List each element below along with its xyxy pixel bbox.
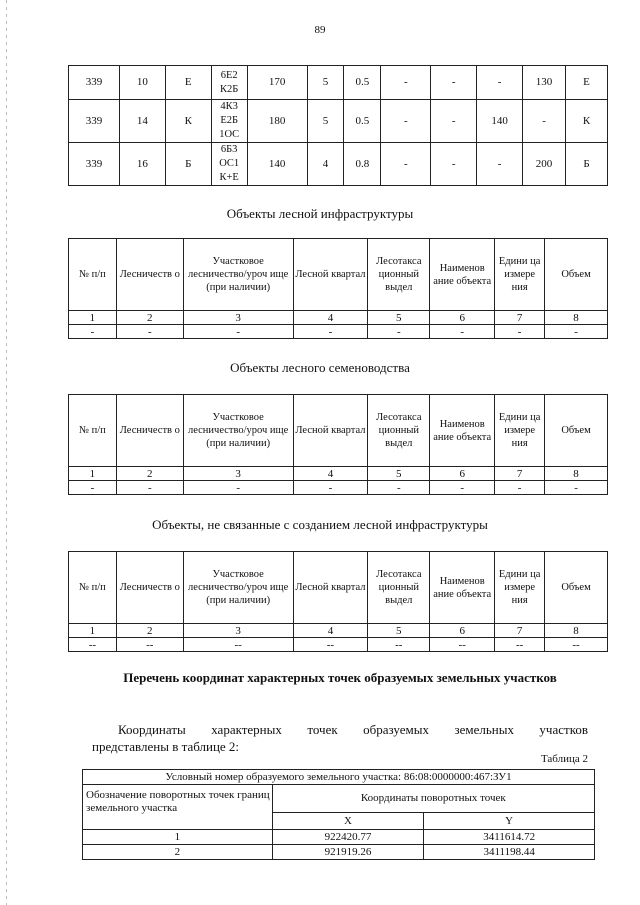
table-cell: 10 <box>119 66 165 100</box>
table-cell: - <box>477 66 523 100</box>
table-cell: 14 <box>119 100 165 143</box>
table-cell: 4 <box>293 311 368 325</box>
table-cell: 180 <box>247 100 307 143</box>
column-header: Едини ца измере ния <box>495 552 545 624</box>
table-cell: 1 <box>69 467 117 481</box>
column-header: Лесотакса ционный выдел <box>368 395 430 467</box>
table-cell: - <box>183 481 293 495</box>
table-cell: 5 <box>307 66 344 100</box>
table-cell: 16 <box>119 143 165 186</box>
table-cell: 0.5 <box>344 66 381 100</box>
table-cell: - <box>381 143 431 186</box>
header-row <box>69 239 608 311</box>
table-cell: 2 <box>116 311 183 325</box>
table-cell: - <box>368 325 430 339</box>
table-row <box>83 830 595 845</box>
column-header: Объем <box>545 239 608 311</box>
table-cell: - <box>495 481 545 495</box>
table-row <box>69 143 608 186</box>
column-header: Едини ца измере ния <box>495 239 545 311</box>
seed-production-table <box>68 394 608 495</box>
header-row <box>69 395 608 467</box>
point-id: 1 <box>83 830 273 845</box>
table-cell: 2 <box>116 624 183 638</box>
table-cell: 6 <box>430 467 495 481</box>
table-cell: - <box>381 66 431 100</box>
table-row <box>69 638 608 652</box>
point-x: 922420.77 <box>272 830 424 845</box>
table-cell: -- <box>368 638 430 652</box>
column-header: № п/п <box>69 239 117 311</box>
table-cell: 5 <box>368 311 430 325</box>
table-cell: -- <box>430 638 495 652</box>
point-id: 2 <box>83 845 273 860</box>
table-cell: 1 <box>69 624 117 638</box>
table-cell: Б <box>566 143 608 186</box>
table-cell: Е <box>566 66 608 100</box>
paragraph-line-1: Координаты характерных точек образуемых земельных участков <box>118 722 588 737</box>
table-cell: 5 <box>368 624 430 638</box>
table-cell: - <box>116 481 183 495</box>
table-cell: - <box>431 66 477 100</box>
coordinates-paragraph <box>92 721 588 755</box>
table-cell: 2 <box>116 467 183 481</box>
column-header: Лесничеств о <box>116 395 183 467</box>
column-header: Участковое лесничество/уроч ище (при наличии) <box>183 239 293 311</box>
table-cell: - <box>183 325 293 339</box>
table-cell: 6 <box>430 624 495 638</box>
column-header: Лесничеств о <box>116 239 183 311</box>
table-cell: 140 <box>477 100 523 143</box>
table-cell: 3 <box>183 624 293 638</box>
table-cell: 4 <box>307 143 344 186</box>
column-header: Наименов ание объекта <box>430 395 495 467</box>
table-row <box>69 481 608 495</box>
table-cell: - <box>69 481 117 495</box>
table-cell: 1 <box>69 311 117 325</box>
table-cell: - <box>293 481 368 495</box>
table-2-label: Таблица 2 <box>540 753 588 765</box>
table-cell: - <box>545 481 608 495</box>
table-cell: - <box>381 100 431 143</box>
table-cell: -- <box>183 638 293 652</box>
table-cell: 0.5 <box>344 100 381 143</box>
column-header: Объем <box>545 395 608 467</box>
column-header: Лесной квартал <box>293 552 368 624</box>
column-header: Лесотакса ционный выдел <box>368 552 430 624</box>
x-header: X <box>272 813 424 830</box>
number-row <box>69 624 608 638</box>
table-cell: 7 <box>495 467 545 481</box>
column-header: Объем <box>545 552 608 624</box>
table-row <box>69 325 608 339</box>
table-cell: -- <box>495 638 545 652</box>
y-header: Y <box>424 813 595 830</box>
table-cell: 339 <box>69 66 120 100</box>
table-cell: 7 <box>495 311 545 325</box>
point-x: 921919.26 <box>272 845 424 860</box>
coordinates-header: Координаты поворотных точек <box>272 785 594 813</box>
table-cell: 0.8 <box>344 143 381 186</box>
table-cell: Б <box>165 143 211 186</box>
table-cell: 8 <box>545 624 608 638</box>
table-cell: К <box>566 100 608 143</box>
table-cell: 170 <box>247 66 307 100</box>
cadastral-number-header: Условный номер образуемого земельного участка: 86:08:0000000:467:ЗУ1 <box>83 770 595 785</box>
table-cell: 339 <box>69 143 120 186</box>
column-header: Лесотакса ционный выдел <box>368 239 430 311</box>
non-infrastructure-table <box>68 551 608 652</box>
table-cell: - <box>293 325 368 339</box>
table-cell: 7 <box>495 624 545 638</box>
table-cell: - <box>368 481 430 495</box>
table-cell: 339 <box>69 100 120 143</box>
table-cell: - <box>545 325 608 339</box>
column-header: Лесничеств о <box>116 552 183 624</box>
header-row <box>69 552 608 624</box>
table-cell: - <box>477 143 523 186</box>
coordinates-section-title: Перечень координат характерных точек образуемых земельных участков <box>123 670 557 685</box>
table-cell: - <box>430 481 495 495</box>
table-cell: 3 <box>183 467 293 481</box>
table-cell: 3 <box>183 311 293 325</box>
page-number: 89 <box>314 24 326 36</box>
table-cell: -- <box>116 638 183 652</box>
coordinates-table <box>82 769 595 860</box>
table-cell: 4К3 Е2Б 1ОС <box>211 100 247 143</box>
table-cell: 130 <box>523 66 566 100</box>
table-cell: 6 <box>430 311 495 325</box>
point-y: 3411614.72 <box>424 830 595 845</box>
table-cell: 6Б3 ОС1 К+Е <box>211 143 247 186</box>
table-cell: Е <box>165 66 211 100</box>
table-cell: 4 <box>293 467 368 481</box>
column-header: Участковое лесничество/уроч ище (при наличии) <box>183 552 293 624</box>
table-cell: 8 <box>545 311 608 325</box>
paragraph-line-2: представлены в таблице 2: <box>92 739 240 754</box>
table-cell: 8 <box>545 467 608 481</box>
table-cell: 4 <box>293 624 368 638</box>
table-cell: 5 <box>307 100 344 143</box>
table-cell: -- <box>545 638 608 652</box>
table-cell: - <box>431 143 477 186</box>
section-title-seed-production: Объекты лесного семеноводства <box>230 360 410 375</box>
column-header: Участковое лесничество/уроч ище (при наличии) <box>183 395 293 467</box>
point-y: 3411198.44 <box>424 845 595 860</box>
column-header: № п/п <box>69 552 117 624</box>
turning-points-header: Обозначение поворотных точек границ земельного участка <box>83 785 273 830</box>
table-cell: - <box>431 100 477 143</box>
table-row <box>69 100 608 143</box>
section-title-non-infrastructure: Объекты, не связанные с созданием лесной инфраструктуры <box>152 517 488 532</box>
column-header: Лесной квартал <box>293 395 368 467</box>
table-row <box>69 66 608 100</box>
table-cell: -- <box>69 638 117 652</box>
table-cell: - <box>430 325 495 339</box>
table-cell: 6Е2 К2Б <box>211 66 247 100</box>
table-cell: 200 <box>523 143 566 186</box>
column-header: Наименов ание объекта <box>430 239 495 311</box>
column-header: Наименов ание объекта <box>430 552 495 624</box>
table-cell: -- <box>293 638 368 652</box>
column-header: Едини ца измере ния <box>495 395 545 467</box>
column-header: № п/п <box>69 395 117 467</box>
table-row <box>83 845 595 860</box>
section-title-forest-infrastructure: Объекты лесной инфраструктуры <box>226 206 414 221</box>
table-cell: - <box>69 325 117 339</box>
table-cell: К <box>165 100 211 143</box>
table-cell: - <box>495 325 545 339</box>
table-cell: 140 <box>247 143 307 186</box>
forest-infrastructure-table <box>68 238 608 339</box>
table-cell: - <box>523 100 566 143</box>
column-header: Лесной квартал <box>293 239 368 311</box>
number-row <box>69 311 608 325</box>
number-row <box>69 467 608 481</box>
table-cell: 5 <box>368 467 430 481</box>
table-cell: - <box>116 325 183 339</box>
forest-stands-table <box>68 65 608 186</box>
scan-edge-artifact <box>6 0 7 905</box>
